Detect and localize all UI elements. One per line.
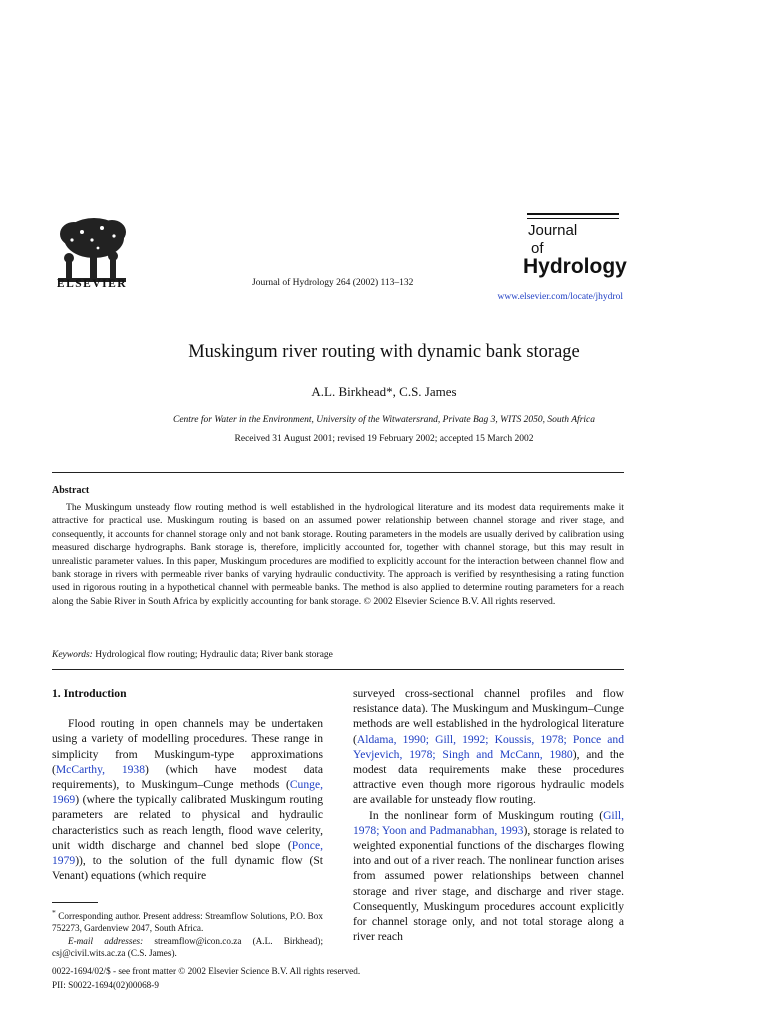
keywords xyxy=(52,650,624,660)
text-run: ) (where the typically calibrated Muskingum routing parameters are related to physical and hydraulic characteristics such as reach length, flood wave celerity, unit width discharge and channel bed slope ( xyxy=(52,793,323,852)
pii-line: PII: S0022-1694(02)00068-9 xyxy=(52,980,159,990)
citation-link[interactable]: Aldama, 1990; Gill, 1992; Koussis, 1978; Ponce and Yevjevich, 1978; Singh and McCann, 1980 xyxy=(353,732,624,761)
citation-link[interactable]: Cunge, 1969 xyxy=(52,778,323,807)
journal-brand-title: Hydrology xyxy=(523,255,627,278)
footnote xyxy=(52,907,323,960)
divider xyxy=(52,669,624,670)
publisher-name: ELSEVIER xyxy=(56,278,128,290)
journal-brand-rule-thin xyxy=(527,218,619,219)
text-run: ), and the modest data requirements make these procedures attractive even though more rigorous hydraulic models are available for unsteady flow routing. xyxy=(353,747,625,807)
journal-brand-rule xyxy=(527,213,619,215)
text-run: Flood routing in open channels may be undertaken using a variety of modelling procedures. These range in simplicity from Muskingum-type approximations ( xyxy=(52,717,323,776)
text-run: ), storage is related to weighted exponential functions of the discharges flowing into and out of a river reach. The nonlinear function arises from assumed power relationships between channel storage and river stage, and discharge and river stage. Consequently, Muskingum procedures account explicitly for channel storage only, and not total storage along a river reach xyxy=(353,823,624,944)
journal-brand-line1: Journal xyxy=(528,222,578,239)
intro-paragraph-continued xyxy=(353,686,624,808)
abstract-text: The Muskingum unsteady flow routing method is well established in the hydrological literature and its modest data requirements make it attractive for practical use. Muskingum routing is based on an assumed power relationship between channel storage and river stage, and consequently, it accounts for channel storage only and not bank storage. Routing parameters in the models are usually derived by calibration using measured discharge hydrographs. Bank storage is, therefore, implicitly accounted for, together with channel storage, but this may result in unrealistic parameter values. In this paper, Muskingum procedures are modified to explicitly account for the interaction between channel flow and bank storage in rivers with permeable river banks of varying hydraulic conductivity. The approach is verified by resynthesising a rating function used in rigorous routing in a hypothetical channel with permeable banks. The method is also applied to determine routing parameters for a reach along the Sabie River in South Africa by explicitly accounting for bank storage. © 2002 Elsevier Science B.V. All rights reserved. xyxy=(52,502,624,607)
journal-brand-line2: of xyxy=(531,240,544,257)
article-title: Muskingum river routing with dynamic bank storage xyxy=(188,342,580,362)
intro-paragraph-1 xyxy=(52,716,323,883)
text-run: In the nonlinear form of Muskingum routing ( xyxy=(369,808,604,822)
footnote-text: Corresponding author. Present address: Streamflow Solutions, P.O. Box 752273, Gardenview 2047, South Africa. xyxy=(52,911,323,934)
article-authors: A.L. Birkhead*, C.S. James xyxy=(311,384,457,399)
citation-link[interactable]: McCarthy, 1938 xyxy=(55,762,146,776)
email-label: E-mail addresses: xyxy=(68,935,144,946)
text-run: )), to the solution of the full dynamic flow (St Venant) equations (which require xyxy=(52,854,323,883)
intro-paragraph-2 xyxy=(353,808,624,945)
author-affiliation: Centre for Water in the Environment, University of the Witwatersrand, Private Bag 3, WITS 2050, South Africa xyxy=(172,415,595,425)
text-run: ) (which have modest data requirements), to Muskingum–Cunge methods ( xyxy=(52,762,323,792)
divider xyxy=(52,472,624,473)
article-dates: Received 31 August 2001; revised 19 February 2002; accepted 15 March 2002 xyxy=(234,434,534,444)
text-run: surveyed cross-sectional channel profiles and flow resistance data). The Muskingum and Muskingum–Cunge methods are well established in the hydrological literature ( xyxy=(353,687,624,746)
email-text: streamflow@icon.co.za (A.L. Birkhead); csj@civil.wits.ac.za (C.S. James). xyxy=(52,935,323,959)
right-column xyxy=(353,686,624,944)
journal-citation: Journal of Hydrology 264 (2002) 113–132 xyxy=(252,278,414,288)
footnote-rule xyxy=(52,902,98,903)
abstract-heading: Abstract xyxy=(52,485,90,496)
section-heading-introduction: 1. Introduction xyxy=(52,687,127,700)
left-column xyxy=(52,686,323,883)
journal-url-link[interactable]: www.elsevier.com/locate/jhydrol xyxy=(497,292,623,302)
citation-link[interactable]: Ponce, 1979 xyxy=(52,838,323,868)
keywords-list: Hydrological flow routing; Hydraulic data; River bank storage xyxy=(95,650,333,660)
footnote-emails xyxy=(52,935,323,960)
footnote-corresponding xyxy=(52,907,323,935)
citation-link[interactable]: Gill, 1978; Yoon and Padmanabhan, 1993 xyxy=(353,808,624,837)
footnote-marker: * xyxy=(52,908,56,917)
keywords-label: Keywords: xyxy=(52,650,93,660)
issn-line: 0022-1694/02/$ - see front matter © 2002 Elsevier Science B.V. All rights reserved. xyxy=(52,966,361,976)
